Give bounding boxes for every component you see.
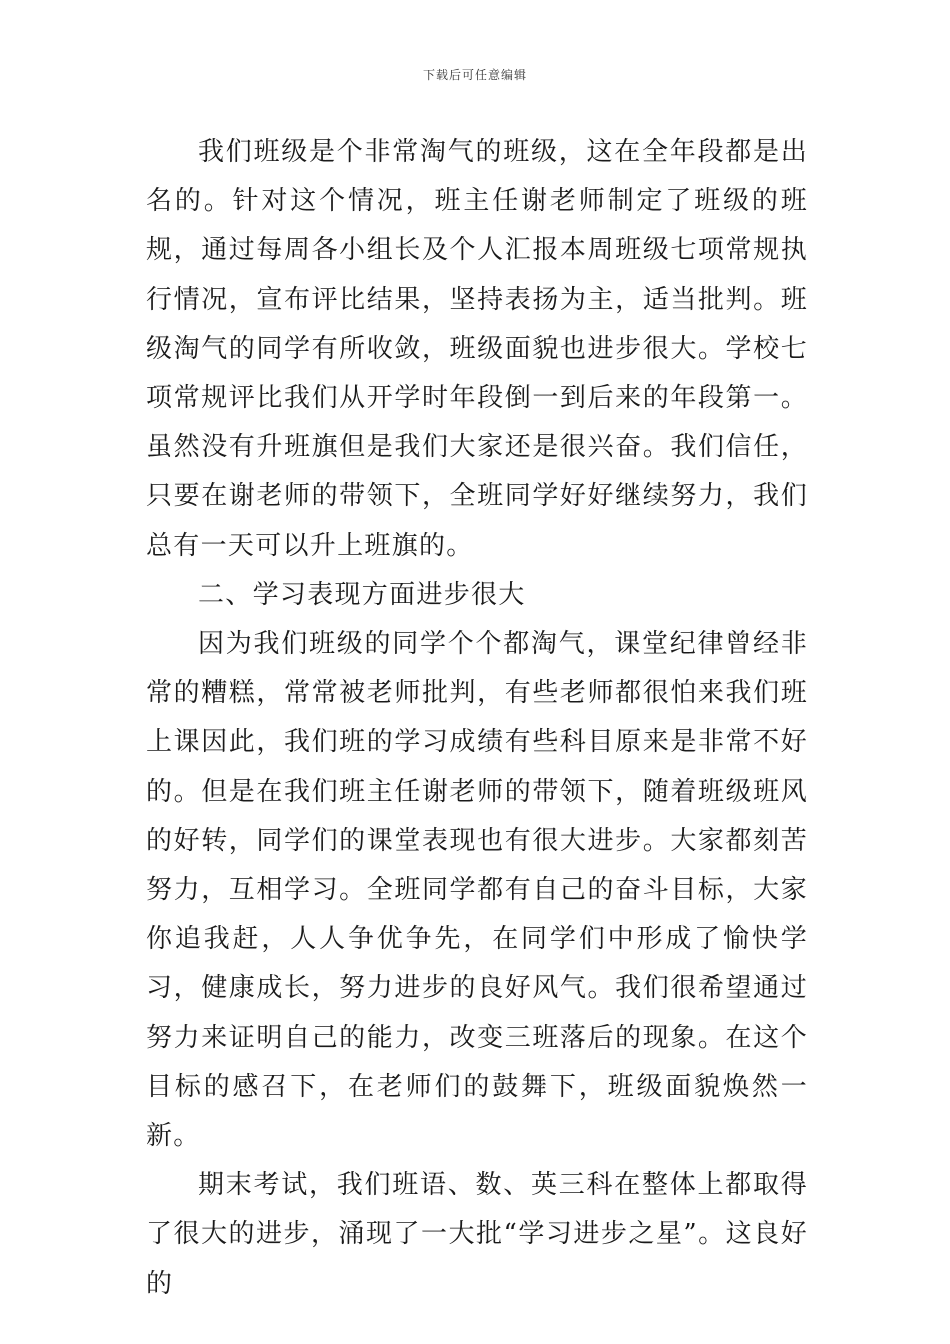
page-header: 下载后可任意编辑 xyxy=(422,68,527,82)
paragraph-class-discipline: 我们班级是个非常淘气的班级，这在全年段都是出名的。针对这个情况，班主任谢老师制定了班级的班规，通过每周各小组长及个人汇报本周班级七项常规执行情况，宣布评比结果，坚持表扬为主，适当批判。班级淘气的同学有所收敛，班级面貌也进步很大。学校七项常规评比我们从开学时年段倒一到后来的年段第一。虽然没有升班旗但是我们大家还是很兴奋。我们信任，只要在谢老师的带领下，全班同学好好继续努力，我们总有一天可以升上班旗的。 xyxy=(146,137,808,561)
paragraph-study-progress: 因为我们班级的同学个个都淘气，课堂纪律曾经非常的糟糕，常常被老师批判，有些老师都很怕来我们班上课因此，我们班的学习成绩有些科目原来是非常不好的。但是在我们班主任谢老师的带领下，随着班级班风的好转，同学们的课堂表现也有很大进步。大家都刻苦努力，互相学习。全班同学都有自己的奋斗目标，大家你追我赶，人人争优争先，在同学们中形成了愉快学习，健康成长，努力进步的良好风气。我们很希望通过努力来证明自己的能力，改变三班落后的现象。在这个目标的感召下，在老师们的鼓舞下，班级面貌焕然一新。 xyxy=(146,629,808,1152)
section-heading-study-performance: 二、学习表现方面进步很大 xyxy=(198,579,526,610)
document-body xyxy=(146,128,808,1309)
paragraph-final-exam: 期末考试，我们班语、数、英三科在整体上都取得了很大的进步，涌现了一大批“学习进步之星”。这良好的 xyxy=(146,1170,808,1299)
